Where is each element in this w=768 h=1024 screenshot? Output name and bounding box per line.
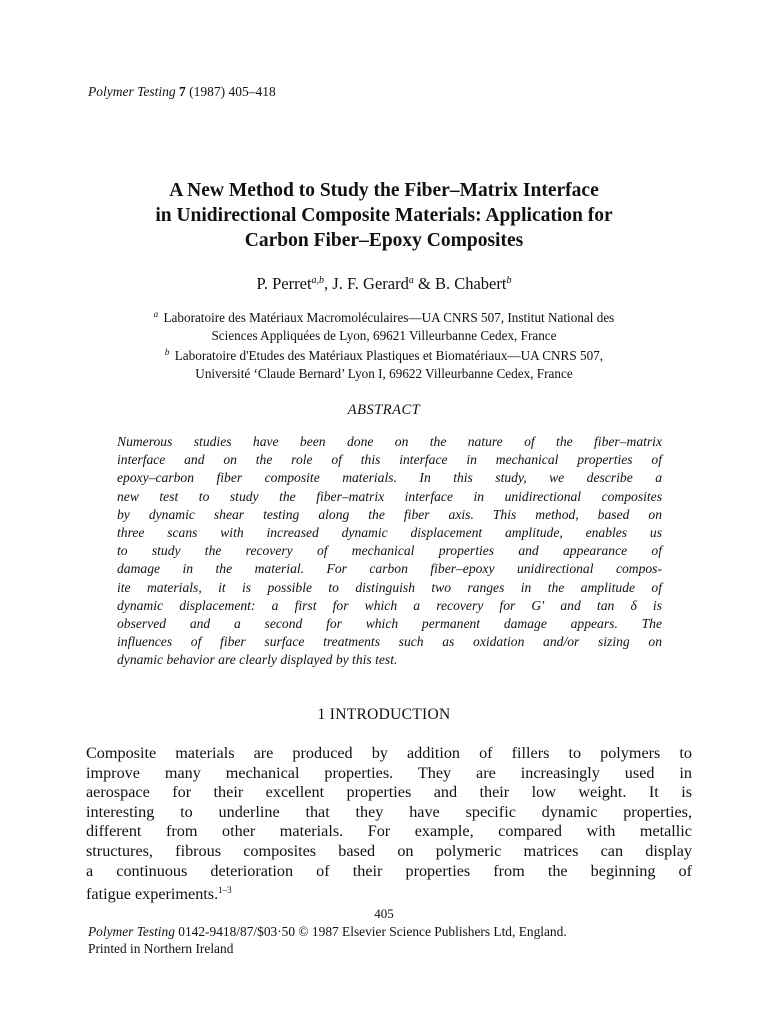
section-heading: 1 INTRODUCTION [317,706,451,723]
journal-name: Polymer Testing [88,84,176,99]
author-name: P. Perret [256,274,312,293]
introduction-body [86,744,692,905]
abstract-line: three scans with increased dynamic displacement amplitude, enables us [117,525,662,541]
journal-reference [88,84,276,100]
abstract-line: damage in the material. For carbon fiber–epoxy unidirectional compos- [117,561,662,577]
journal-year-pages: (1987) 405–418 [185,84,276,99]
body-line-text: fatigue experiments. [86,885,219,904]
author-affiliation-mark: a,b [311,275,325,286]
body-line: Composite materials are produced by addition of fillers to polymers to [86,744,692,762]
title-line: in Unidirectional Composite Materials: Application for [155,205,613,226]
abstract-body [117,433,662,670]
author-separator: & [413,274,435,293]
footer-line: Printed in Northern Ireland [88,941,234,956]
author-name: B. Chabert [434,274,507,293]
footer-line [88,923,567,940]
affiliation-line [60,344,708,365]
abstract-line: epoxy–carbon fiber composite materials. In this study, we describe a [117,470,662,486]
abstract-line: dynamic displacement: a first for which a recovery for G′ and tan δ is [117,597,662,613]
title-line: A New Method to Study the Fiber–Matrix Interface [169,180,599,201]
body-line: structures, fibrous composites based on polymeric matrices can display [86,841,692,860]
affiliation-mark: b [164,347,170,357]
abstract-line: new test to study the fiber–matrix interface in unidirectional composites [117,488,662,504]
abstract-line: by dynamic shear testing along the fiber axis. This method, based on [117,506,662,522]
citation-mark: 1–3 [218,885,232,896]
page-number: 405 [374,906,394,921]
affiliation-line: Université ‘Claude Bernard’ Lyon I, 69622 Villeurbanne Cedex, France [195,365,573,381]
affiliations [60,306,708,382]
paper-title [60,178,708,253]
affiliation-line: Sciences Appliquées de Lyon, 69621 Villeurbanne Cedex, France [211,327,557,343]
affiliation-mark: a [153,309,159,319]
page-footer [88,923,567,957]
affiliation-line [60,306,708,327]
body-line: a continuous deterioration of their properties from the beginning of [86,861,692,880]
body-line: different from other materials. For example, compared with metallic [86,822,692,841]
abstract-line: influences of fiber surface treatments such as oxidation and/or sizing on [117,634,662,650]
author-separator: , [324,274,333,293]
footer-journal-name: Polymer Testing [88,924,175,939]
author-list [60,274,708,294]
body-line: aerospace for their excellent properties and their low weight. It is [86,783,692,802]
abstract-line: interface and on the role of this interface in mechanical properties of [117,452,662,468]
body-line: improve many mechanical properties. They are increasingly used in [86,763,692,782]
abstract-line: to study the recovery of mechanical properties and appearance of [117,543,662,559]
body-line: interesting to underline that they have specific dynamic properties, [86,802,692,821]
author-name: J. F. Gerard [332,274,409,293]
abstract-heading: ABSTRACT [347,402,421,418]
abstract-line: observed and a second for which permanent damage appears. The [117,616,662,632]
body-line [86,881,692,905]
footer-copyright: 0142-9418/87/$03·50 © 1987 Elsevier Science Publishers Ltd, England. [174,924,567,939]
title-line: Carbon Fiber–Epoxy Composites [244,230,524,251]
abstract-line: Numerous studies have been done on the nature of the fiber–matrix [117,434,662,449]
author-affiliation-mark: b [506,275,512,286]
affiliation-text: Laboratoire des Matériaux Macromoléculaires—UA CNRS 507, Institut National des [163,310,615,325]
affiliation-text: Laboratoire d'Etudes des Matériaux Plastiques et Biomatériaux—UA CNRS 507, [174,348,604,363]
journal-volume: 7 [179,84,186,99]
abstract-line: dynamic behavior are clearly displayed by this test. [117,652,398,668]
author-affiliation-mark: a [408,275,414,286]
abstract-line: ite materials, it is possible to distinguish two ranges in the amplitude of [117,579,662,595]
